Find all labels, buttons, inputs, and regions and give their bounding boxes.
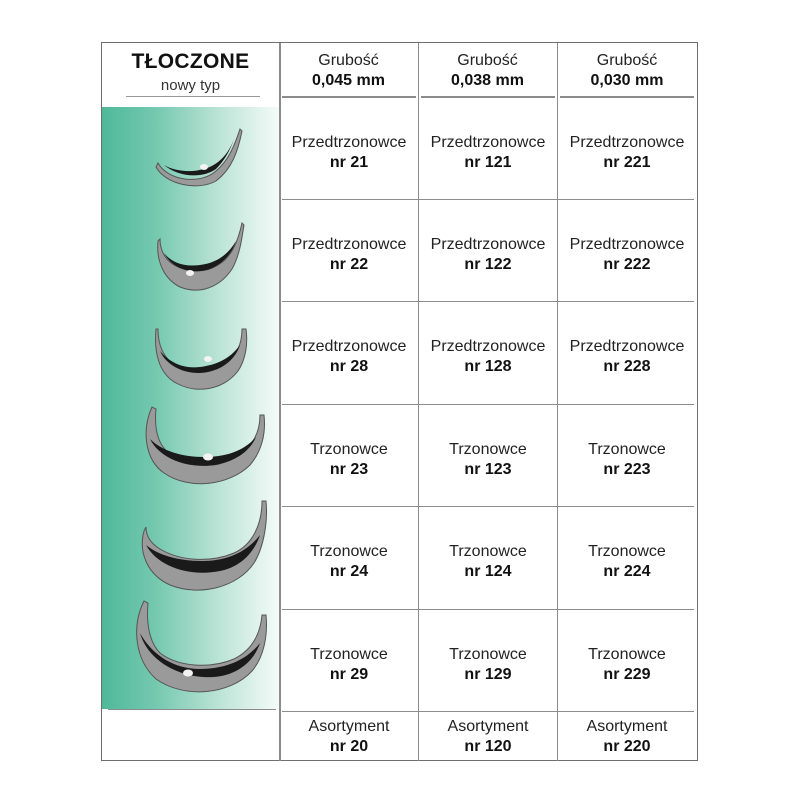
product-type: Trzonowce bbox=[449, 646, 527, 663]
brand-title: TŁOCZONE bbox=[131, 50, 250, 73]
product-type: Trzonowce bbox=[449, 441, 527, 458]
thickness-header-cell bbox=[279, 43, 418, 99]
product-number: nr 228 bbox=[603, 358, 651, 375]
product-number: nr 221 bbox=[603, 154, 651, 171]
thickness-label: Grubość bbox=[457, 52, 518, 69]
grid-line bbox=[560, 96, 694, 98]
grid-line bbox=[282, 404, 694, 405]
thickness-value: 0,030 mm bbox=[590, 72, 664, 89]
assortment-label: Asortyment bbox=[586, 717, 668, 735]
product-cell bbox=[280, 107, 418, 199]
assortment-cell bbox=[419, 713, 557, 760]
product-cell bbox=[419, 107, 557, 199]
assortment-empty-cell bbox=[102, 709, 279, 761]
product-type: Przedtrzonowce bbox=[430, 338, 546, 355]
thickness-label: Grubość bbox=[596, 52, 658, 69]
assortment-number: nr 220 bbox=[603, 737, 651, 755]
product-number: nr 121 bbox=[464, 154, 512, 171]
product-type: Przedtrzonowce bbox=[569, 134, 685, 151]
product-cell bbox=[558, 209, 696, 301]
product-number: nr 129 bbox=[464, 666, 512, 683]
assortment-number: nr 120 bbox=[464, 737, 512, 755]
product-type: Przedtrzonowce bbox=[291, 236, 407, 253]
product-number: nr 124 bbox=[464, 563, 512, 580]
product-cell bbox=[558, 516, 696, 608]
product-number: nr 28 bbox=[329, 358, 369, 375]
product-type: Przedtrzonowce bbox=[430, 236, 546, 253]
brand-header-cell bbox=[102, 43, 279, 99]
product-number: nr 123 bbox=[464, 461, 512, 478]
product-cell bbox=[558, 107, 696, 199]
product-type: Przedtrzonowce bbox=[291, 338, 407, 355]
product-number: nr 229 bbox=[603, 666, 651, 683]
product-type: Trzonowce bbox=[588, 543, 666, 560]
product-number: nr 224 bbox=[603, 563, 651, 580]
thickness-value: 0,045 mm bbox=[312, 72, 385, 89]
assortment-number: nr 20 bbox=[329, 737, 369, 755]
product-cell bbox=[280, 311, 418, 403]
product-cell bbox=[280, 619, 418, 711]
product-number: nr 21 bbox=[329, 154, 369, 171]
product-cell bbox=[419, 311, 557, 403]
product-cell bbox=[280, 209, 418, 301]
product-type: Trzonowce bbox=[310, 543, 388, 560]
product-type: Trzonowce bbox=[588, 441, 666, 458]
product-type: Przedtrzonowce bbox=[430, 134, 546, 151]
assortment-label: Asortyment bbox=[308, 717, 390, 735]
product-cell bbox=[419, 619, 557, 711]
product-type: Trzonowce bbox=[588, 646, 666, 663]
product-number: nr 122 bbox=[464, 256, 512, 273]
grid-line bbox=[282, 96, 416, 98]
product-number: nr 22 bbox=[329, 256, 369, 273]
product-number: nr 128 bbox=[464, 358, 512, 375]
thickness-header-cell bbox=[418, 43, 557, 99]
grid-line bbox=[282, 506, 694, 507]
grid-line bbox=[421, 96, 555, 98]
product-cell bbox=[419, 516, 557, 608]
thickness-label: Grubość bbox=[318, 52, 379, 69]
assortment-label: Asortyment bbox=[447, 717, 529, 735]
brand-subtitle: nowy typ bbox=[160, 77, 221, 94]
product-number: nr 222 bbox=[603, 256, 651, 273]
thickness-header-cell bbox=[557, 43, 697, 99]
grid-line bbox=[282, 609, 694, 610]
product-cell bbox=[419, 414, 557, 506]
grid-line bbox=[282, 199, 694, 200]
grid-line bbox=[282, 711, 694, 712]
product-cell bbox=[558, 619, 696, 711]
matrix-band-images-column bbox=[102, 107, 279, 709]
product-type: Przedtrzonowce bbox=[569, 338, 685, 355]
product-cell bbox=[419, 209, 557, 301]
product-cell bbox=[280, 516, 418, 608]
product-type: Trzonowce bbox=[449, 543, 527, 560]
product-type: Trzonowce bbox=[310, 441, 388, 458]
product-type: Przedtrzonowce bbox=[569, 236, 685, 253]
grid-line bbox=[282, 301, 694, 302]
assortment-cell bbox=[558, 713, 696, 760]
product-table bbox=[101, 42, 698, 761]
assortment-cell bbox=[280, 713, 418, 760]
product-cell bbox=[280, 414, 418, 506]
product-type: Trzonowce bbox=[310, 646, 388, 663]
product-number: nr 23 bbox=[329, 461, 369, 478]
product-number: nr 29 bbox=[329, 666, 369, 683]
brand-underline bbox=[126, 96, 260, 97]
product-type: Przedtrzonowce bbox=[291, 134, 407, 151]
product-cell bbox=[558, 311, 696, 403]
product-cell bbox=[558, 414, 696, 506]
product-number: nr 223 bbox=[603, 461, 651, 478]
product-number: nr 24 bbox=[329, 563, 369, 580]
thickness-value: 0,038 mm bbox=[451, 72, 524, 89]
